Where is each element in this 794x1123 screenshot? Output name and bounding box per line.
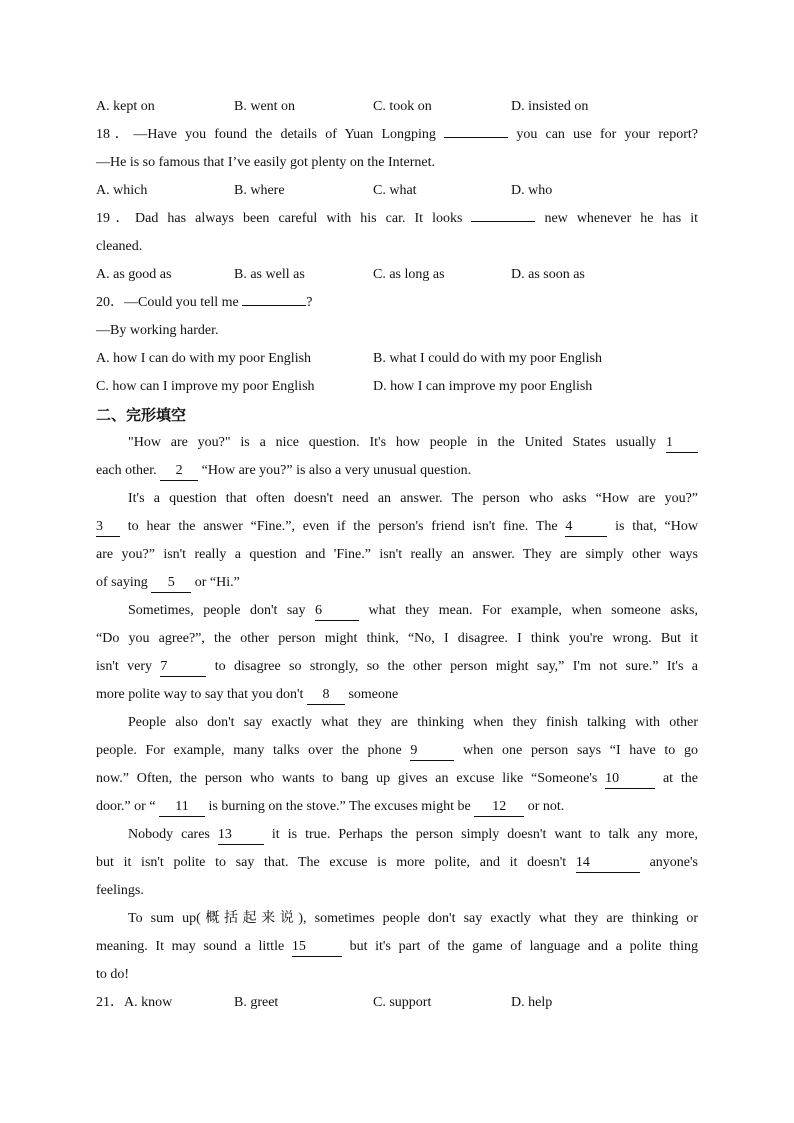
q19-option-d[interactable]: D. as soon as xyxy=(511,267,585,282)
passage-p5-line2 xyxy=(96,849,698,877)
passage-text: what they mean. For example, when someone asks, xyxy=(359,603,698,618)
cloze-blank-2[interactable]: 2 xyxy=(160,462,198,481)
passage-p1-line1 xyxy=(96,429,698,457)
q18-options xyxy=(96,177,698,205)
cloze-blank-4[interactable]: 4 xyxy=(565,518,607,537)
cloze-blank-8[interactable]: 8 xyxy=(307,686,345,705)
q21-option-b[interactable]: B. greet xyxy=(234,995,279,1010)
q17-option-a[interactable]: A. kept on xyxy=(96,99,155,114)
q18-option-d[interactable]: D. who xyxy=(511,183,553,198)
passage-p4-line2 xyxy=(96,737,698,765)
q17-options xyxy=(96,93,698,121)
passage-text: more polite way to say that you don't xyxy=(96,687,307,702)
cloze-blank-1[interactable]: 1 xyxy=(666,434,698,453)
passage-text: isn't very xyxy=(96,659,161,674)
passage-text: is that, “How xyxy=(607,519,698,534)
cloze-blank-9[interactable]: 9 xyxy=(410,742,454,761)
q19-options xyxy=(96,261,698,289)
passage-p4-line4 xyxy=(96,793,698,821)
q19-stem-text: 19．Dad has always been careful with his car. It looks xyxy=(96,211,472,226)
passage-p2-line1: It's a question that often doesn't need an answer. The person who asks “How are you?” xyxy=(128,491,698,506)
q19-option-b[interactable]: B. as well as xyxy=(234,267,305,282)
passage-text: meaning. It may sound a little xyxy=(96,939,292,954)
cloze-blank-13[interactable]: 13 xyxy=(218,826,264,845)
passage-p4-line3 xyxy=(96,765,698,793)
passage-text: anyone's xyxy=(639,855,698,870)
passage-p5-line3: feelings. xyxy=(96,883,144,898)
passage-text: now.” Often, the person who wants to bang up gives an excuse like “Someone's xyxy=(96,771,606,786)
cloze-blank-6[interactable]: 6 xyxy=(315,602,359,621)
q20-reply: —By working harder. xyxy=(96,323,219,338)
q18-option-b[interactable]: B. where xyxy=(234,183,285,198)
q17-option-d[interactable]: D. insisted on xyxy=(511,99,589,114)
passage-p3-line3 xyxy=(96,653,698,681)
passage-text: to hear the answer “Fine.”, even if the person's friend isn't fine. The xyxy=(120,519,566,534)
q21-option-c[interactable]: C. support xyxy=(373,995,432,1010)
passage-p3-line4 xyxy=(96,681,698,709)
q19-option-a[interactable]: A. as good as xyxy=(96,267,172,282)
q17-option-c[interactable]: C. took on xyxy=(373,99,432,114)
cloze-blank-3[interactable]: 3 xyxy=(96,518,120,537)
q18-reply: —He is so famous that I’ve easily got plenty on the Internet. xyxy=(96,155,436,170)
passage-p2-line4 xyxy=(96,569,698,597)
q19-blank[interactable] xyxy=(471,221,535,222)
q18-option-a[interactable]: A. which xyxy=(96,183,148,198)
passage-text: someone xyxy=(344,687,399,702)
q21-option-d[interactable]: D. help xyxy=(511,995,553,1010)
cloze-blank-10[interactable]: 10 xyxy=(605,770,655,789)
passage-text: people. For example, many talks over the phone xyxy=(96,743,411,758)
q20-blank[interactable] xyxy=(242,305,306,306)
q20-option-a[interactable]: A. how I can do with my poor English xyxy=(96,351,312,366)
passage-p6-line1: To sum up(概括起来说), sometimes people don't say exactly what they are thinking or xyxy=(128,911,698,926)
passage-p1-line2 xyxy=(96,457,698,485)
section-title-cloze: 二、完形填空 xyxy=(96,406,187,424)
passage-p3-line1 xyxy=(96,597,698,625)
passage-text: each other. xyxy=(96,463,161,478)
cloze-blank-7[interactable]: 7 xyxy=(160,658,206,677)
q20-options-row2 xyxy=(96,373,698,401)
q20-stem xyxy=(96,289,698,317)
passage-text: “How are you?” is also a very unusual question. xyxy=(198,463,472,478)
cloze-blank-12[interactable]: 12 xyxy=(474,798,524,817)
passage-p5-line1 xyxy=(96,821,698,849)
passage-text: it is true. Perhaps the person simply doesn't want to talk any more, xyxy=(263,827,698,842)
passage-text: when one person says “I have to go xyxy=(454,743,698,758)
passage-text: or not. xyxy=(524,799,565,814)
passage-p6-line2 xyxy=(96,933,698,961)
passage-text: Nobody cares xyxy=(128,827,218,842)
passage-p2-line2 xyxy=(96,513,698,541)
q19-option-c[interactable]: C. as long as xyxy=(373,267,445,282)
passage-text: door.” or “ xyxy=(96,799,159,814)
passage-text: "How are you?" is a nice question. It's how people in the United States usually xyxy=(128,435,666,450)
q20-stem-text: 20．—Could you tell me xyxy=(96,295,243,310)
q19-stem xyxy=(96,205,698,233)
q21-option-a[interactable]: 21．A. know xyxy=(96,995,173,1010)
cloze-blank-11[interactable]: 11 xyxy=(159,798,205,817)
q21-options xyxy=(96,989,698,1017)
cloze-blank-14[interactable]: 14 xyxy=(576,854,640,873)
passage-text: at the xyxy=(655,771,698,786)
q18-option-c[interactable]: C. what xyxy=(373,183,417,198)
exam-page xyxy=(96,93,698,1017)
q18-stem-text-end: you can use for your report? xyxy=(508,127,698,142)
q20-option-c[interactable]: C. how can I improve my poor English xyxy=(96,379,315,394)
q18-stem xyxy=(96,121,698,149)
passage-text: but it isn't polite to say that. The excuse is more polite, and it doesn't xyxy=(96,855,576,870)
passage-text: of saying xyxy=(96,575,152,590)
q20-option-b[interactable]: B. what I could do with my poor English xyxy=(373,351,603,366)
passage-text: is burning on the stove.” The excuses might be xyxy=(204,799,475,814)
passage-text: Sometimes, people don't say xyxy=(128,603,315,618)
q20-option-d[interactable]: D. how I can improve my poor English xyxy=(373,379,593,394)
cloze-blank-5[interactable]: 5 xyxy=(151,574,191,593)
q20-options-row1 xyxy=(96,345,698,373)
passage-text: but it's part of the game of language and a polite thing xyxy=(341,939,699,954)
cloze-blank-15[interactable]: 15 xyxy=(292,938,342,957)
passage-p4-line1: People also don't say exactly what they are thinking when they finish talking with other xyxy=(128,715,698,730)
q17-option-b[interactable]: B. went on xyxy=(234,99,296,114)
passage-p2-line3: are you?” isn't really a question and 'Fine.” isn't really an answer. They are simply other ways xyxy=(96,547,698,562)
q18-blank[interactable] xyxy=(444,137,508,138)
q20-stem-text-end: ? xyxy=(306,295,313,310)
q18-stem-text: 18．—Have you found the details of Yuan Longping xyxy=(96,127,445,142)
passage-p6-line3: to do! xyxy=(96,967,130,982)
passage-p3-line2: “Do you agree?”, the other person might think, “No, I disagree. I think you're wrong. But it xyxy=(96,631,698,646)
q19-stem-text-end: new whenever he has it xyxy=(535,211,698,226)
passage-text: to disagree so strongly, so the other person might say,” I'm not sure.” It's a xyxy=(206,659,698,674)
q19-stem-line2: cleaned. xyxy=(96,239,143,254)
passage-text: or “Hi.” xyxy=(191,575,240,590)
